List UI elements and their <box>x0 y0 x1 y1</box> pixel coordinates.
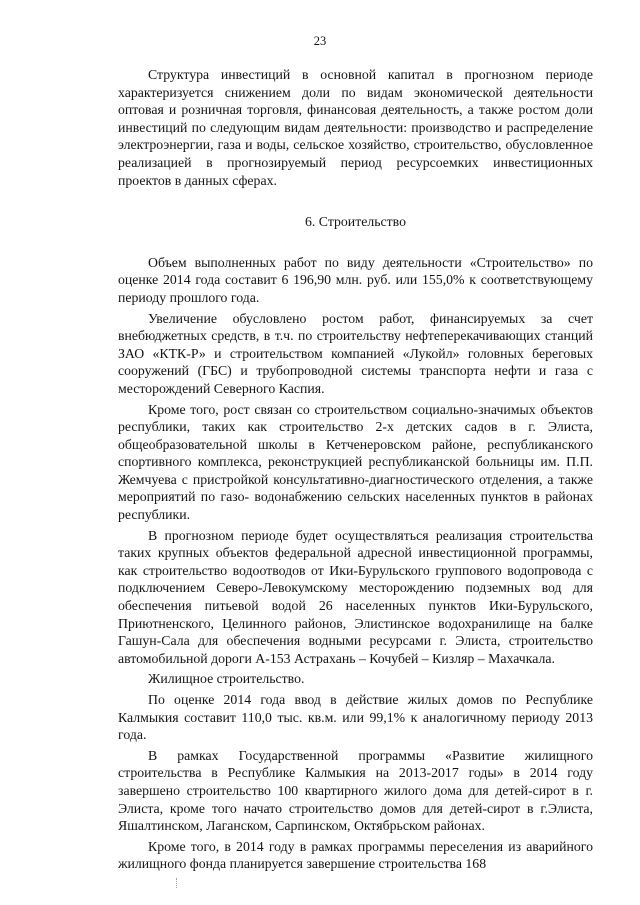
scan-artifact <box>176 878 179 888</box>
paragraph-forecast-projects: В прогнозном периоде будет осуществляться реализация строительства таких крупных объектов федеральной адресной инвестиционной программы, как строительство водоотводов от Ики-Бурульского группового водопровода с подключением Северо-Левокумскому месторождению подземных вод для обеспечения питьевой водой 26 населенных пунктов Ики-Бурульского, Приютненского, Целинного районов, Элистинское водохранилище на балке Гашун-Сала для обеспечения водными ресурсами г. Элиста, строительство автомобильной дороги А-153 Астрахань – Кочубей – Кизляр – Махачкала. <box>118 527 593 666</box>
page-content <box>118 66 593 873</box>
page-number: 23 <box>313 34 327 48</box>
paragraph-growth-reasons: Увеличение обусловлено ростом работ, финансируемых за счет внебюджетных средств, в т.ч. по строительству нефтеперекачивающих станций ЗАО «КТК-Р» и строительством компанией «Лукойл» головных береговых сооружений (ГБС) и трубопроводной системы транспорта нефти и газа с месторождений Северного Каспия. <box>118 310 593 396</box>
paragraph-housing-estimate: По оценке 2014 года ввод в действие жилых домов по Республике Калмыкия составит 110,0 тыс. кв.м. или 99,1% к аналогичному периоду 2013 года. <box>118 692 593 743</box>
paragraph-resettlement: Кроме того, в 2014 году в рамках программы переселения из аварийного жилищного фонда планируется завершение строительства 168 <box>118 838 593 872</box>
paragraph-state-program: В рамках Государственной программы «Развитие жилищного строительства в Республике Калмыкия на 2013-2017 годы» в 2014 году завершено строительство 100 квартирного жилого дома для детей-сирот в г. Элиста, кроме того начато строительство домов для детей-сирот в г.Элиста, Яшалтинском, Лаганском, Сарпинском, Октябрьском районах. <box>118 747 593 834</box>
paragraph-construction-volume: Объем выполненных работ по виду деятельности «Строительство» по оценке 2014 года составит 6 196,90 млн. руб. или 155,0% к соответствующему периоду прошлого года. <box>118 254 593 305</box>
paragraph-social-objects: Кроме того, рост связан со строительством социально-значимых объектов республики, таких как строительство 2-х детских садов в г. Элиста, общеобразовательной школы в Кетченеровском районе, республиканского спортивного комплекса, реконструкцией республиканской больницы им. П.П. Жемчуева с пристройкой консультативно-диагностического отделения, а также мероприятий по газо- водонабжению сельских населенных пунктов в районах республики. <box>118 401 593 523</box>
paragraph-investment-structure: Структура инвестиций в основной капитал в прогнозном периоде характеризуется снижением доли по видам экономической деятельности оптовая и розничная торговля, финансовая деятельность, а также ростом доли инвестиций по следующим видам деятельности: производство и распределение электроэнергии, газа и воды, сельское хозяйство, строительство, обусловленное реализацией в прогнозируемый период ресурсоемких инвестиционных проектов в данных сферах. <box>118 67 593 188</box>
section-heading: 6. Строительство <box>305 214 406 230</box>
paragraph-housing-heading: Жилищное строительство. <box>148 671 305 687</box>
